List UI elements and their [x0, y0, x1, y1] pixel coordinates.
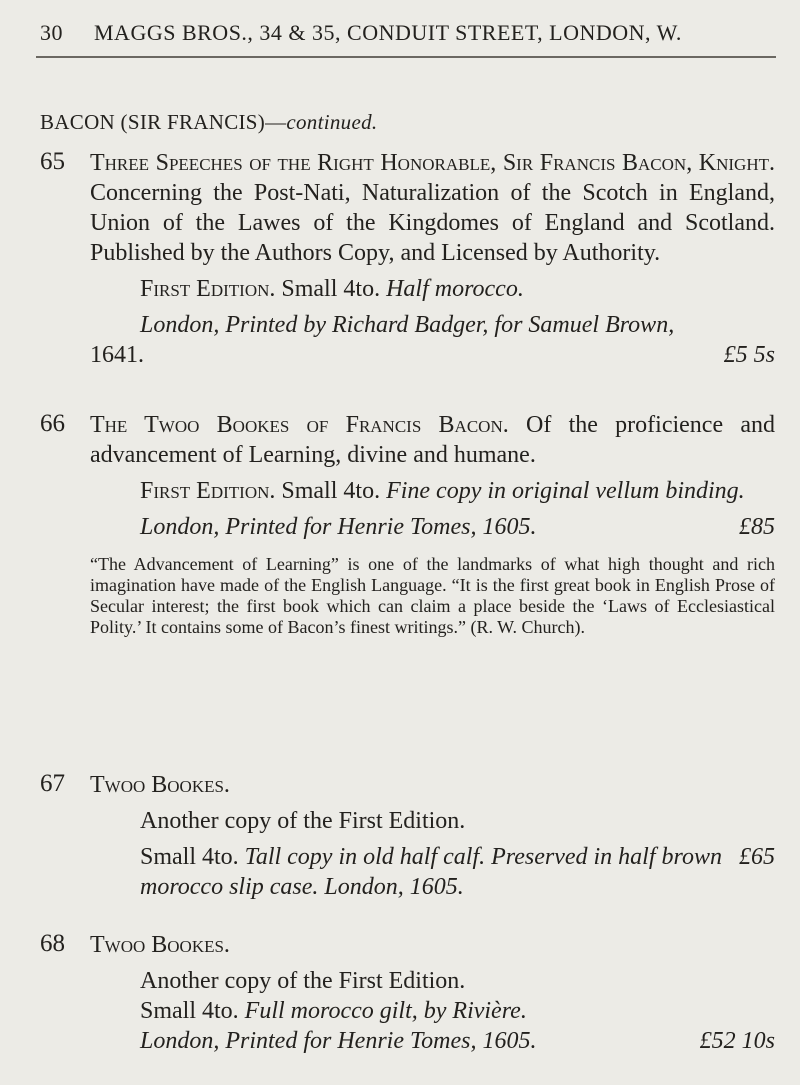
entry-title: Three Speeches of the Right Honorable, Sir Francis Bacon, Knight. [90, 150, 775, 176]
entry-imprint-price-row [90, 512, 775, 542]
entry-number: 66 [40, 410, 65, 437]
entry-imprint: London, Printed for Henrie Tomes, 1605. [140, 1028, 537, 1054]
catalogue-entry-67 [40, 770, 775, 902]
entry-number: 67 [40, 770, 65, 797]
entry-quotation: “The Advancement of Learning” is one of the landmarks of what high thought and rich imagination have made of the English Language. “It is the first great book in English Prose of Secular interest; the first book which can claim a place beside the ‘Laws of Ecclesiastical Polity.’ It contains some of Bacon’s finest writings.” (R. W. Church). [90, 554, 775, 637]
entry-format: Small 4to. [281, 478, 381, 504]
entry-edition: First Edition. [140, 478, 276, 504]
entry-details [90, 476, 775, 506]
entry-details [90, 996, 775, 1026]
entry-format: Small 4to. [140, 998, 239, 1024]
entry-year: 1641. [90, 342, 144, 368]
entry-price: £52 10s [699, 1028, 775, 1054]
catalogue-entry-66 [40, 410, 775, 638]
section-continued: continued. [286, 110, 378, 134]
entry-binding: Half morocco. [386, 276, 524, 302]
entry-price: £85 [739, 514, 775, 540]
entry-year-price-row [90, 340, 775, 370]
entry-title-block [90, 410, 775, 470]
entry-edition: First Edition. [140, 276, 276, 302]
entry-copy-note: Another copy of the First Edition. [140, 968, 466, 994]
section-heading [40, 110, 377, 135]
entry-number: 68 [40, 930, 65, 957]
catalogue-entry-68 [40, 930, 775, 1056]
entry-format: Small 4to. [281, 276, 381, 302]
entry-binding: Fine copy in original vellum binding. [386, 478, 745, 504]
page-number: 30 [40, 20, 63, 45]
entry-number: 65 [40, 148, 65, 175]
running-header [40, 20, 760, 46]
entry-price: £5 5s [723, 342, 775, 368]
entry-details [90, 274, 775, 304]
publisher-address: MAGGS BROS., 34 & 35, CONDUIT STREET, LONDON, W. [94, 20, 682, 45]
entry-details-price-row [90, 842, 775, 902]
entry-imprint: London, Printed by Richard Badger, for Samuel Brown, [140, 312, 675, 338]
entry-binding: Full morocco gilt, by Rivière. [244, 998, 527, 1024]
entry-description: Concerning the Post-Nati, Naturalization of the Scotch in England, Union of the Lawes of the Kingdomes of England and Scotland. Published by the Authors Copy, and Licensed by Authority. [90, 180, 775, 266]
entry-title: Twoo Bookes. [90, 772, 230, 798]
entry-format: Small 4to. [140, 844, 239, 870]
entry-price: £65 [739, 844, 775, 870]
entry-imprint-price-row [90, 1026, 775, 1056]
entry-imprint: London, Printed for Henrie Tomes, 1605. [140, 514, 537, 540]
entry-title: Twoo Bookes. [90, 932, 230, 958]
entry-binding: Tall copy in old half calf. Preserved in half brown morocco slip case. London, 1605. [140, 844, 722, 900]
entry-copy-note: Another copy of the First Edition. [140, 808, 466, 834]
entry-description: Of the proficience and advancement of Learning, divine and humane. [90, 412, 776, 468]
entry-title: The Twoo Bookes of Francis Bacon. [90, 412, 509, 438]
section-author: BACON (SIR FRANCIS)— [40, 110, 287, 134]
header-rule [36, 56, 776, 58]
entry-title-block [90, 148, 775, 268]
catalogue-entry-65 [40, 148, 775, 370]
